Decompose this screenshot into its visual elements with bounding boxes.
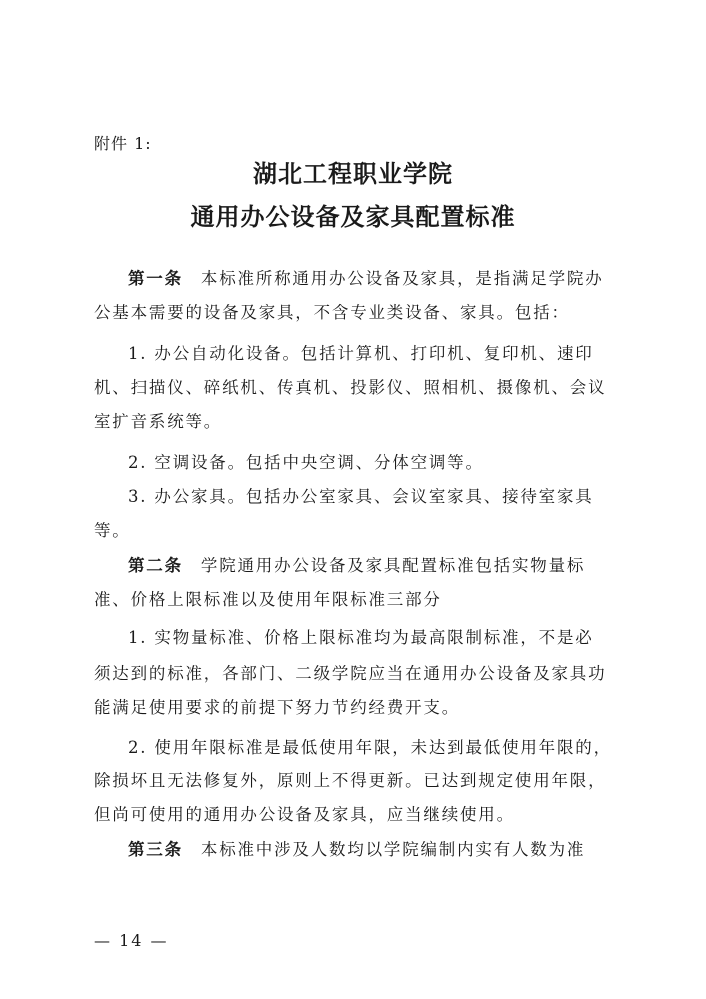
article2-item1-line3: 能满足使用要求的前提下努力节约经费开支。 [94,698,460,717]
article3-text: 本标准中涉及人数均以学院编制内实有人数为准 [200,840,586,859]
article1-item1-line2: 机、扫描仪、碎纸机、传真机、投影仪、照相机、摄像机、会议 [94,378,607,397]
article3-label: 第三条 [128,840,183,859]
article1-item3-line2: 等。 [94,521,131,540]
article2-label: 第二条 [128,556,183,575]
article1-label: 第一条 [128,269,183,288]
article2-item2-line3: 但尚可使用的通用办公设备及家具，应当继续使用。 [94,805,515,824]
article1-item1-line1: 1. 办公自动化设备。包括计算机、打印机、复印机、速印 [128,344,594,363]
article1-item3-line1: 3. 办公家具。包括办公室家具、会议室家具、接待室家具 [128,487,594,506]
article1-item2: 2. 空调设备。包括中央空调、分体空调等。 [128,453,484,472]
article1-item1-line3: 室扩音系统等。 [94,412,223,431]
article2-first-line [128,555,612,577]
article3-first-line [128,839,612,861]
article2-line2: 准、价格上限标准以及使用年限标准三部分 [94,590,442,609]
article2-item2-line2: 除损坏且无法修复外，原则上不得更新。已达到规定使用年限， [94,771,607,790]
attachment-label: 附件 1: [94,134,152,153]
article1-text: 本标准所称通用办公设备及家具，是指满足学院办 [200,269,604,288]
article2-item1-line1: 1. 实物量标准、价格上限标准均为最高限制标准，不是必 [128,628,594,647]
article1-first-line [128,268,612,290]
article1-line2: 公基本需要的设备及家具，不含专业类设备、家具。包括： [94,303,570,322]
document-title-line2: 通用办公设备及家具配置标准 [190,203,516,231]
article2-text: 学院通用办公设备及家具配置标准包括实物量标 [200,556,586,575]
page-number: — 14 — [94,931,169,950]
article2-item2-line1: 2. 使用年限标准是最低使用年限，未达到最低使用年限的， [128,738,612,757]
article2-item1-line2: 须达到的标准，各部门、二级学院应当在通用办公设备及家具功 [94,664,607,683]
document-title-line1: 湖北工程职业学院 [253,160,453,188]
